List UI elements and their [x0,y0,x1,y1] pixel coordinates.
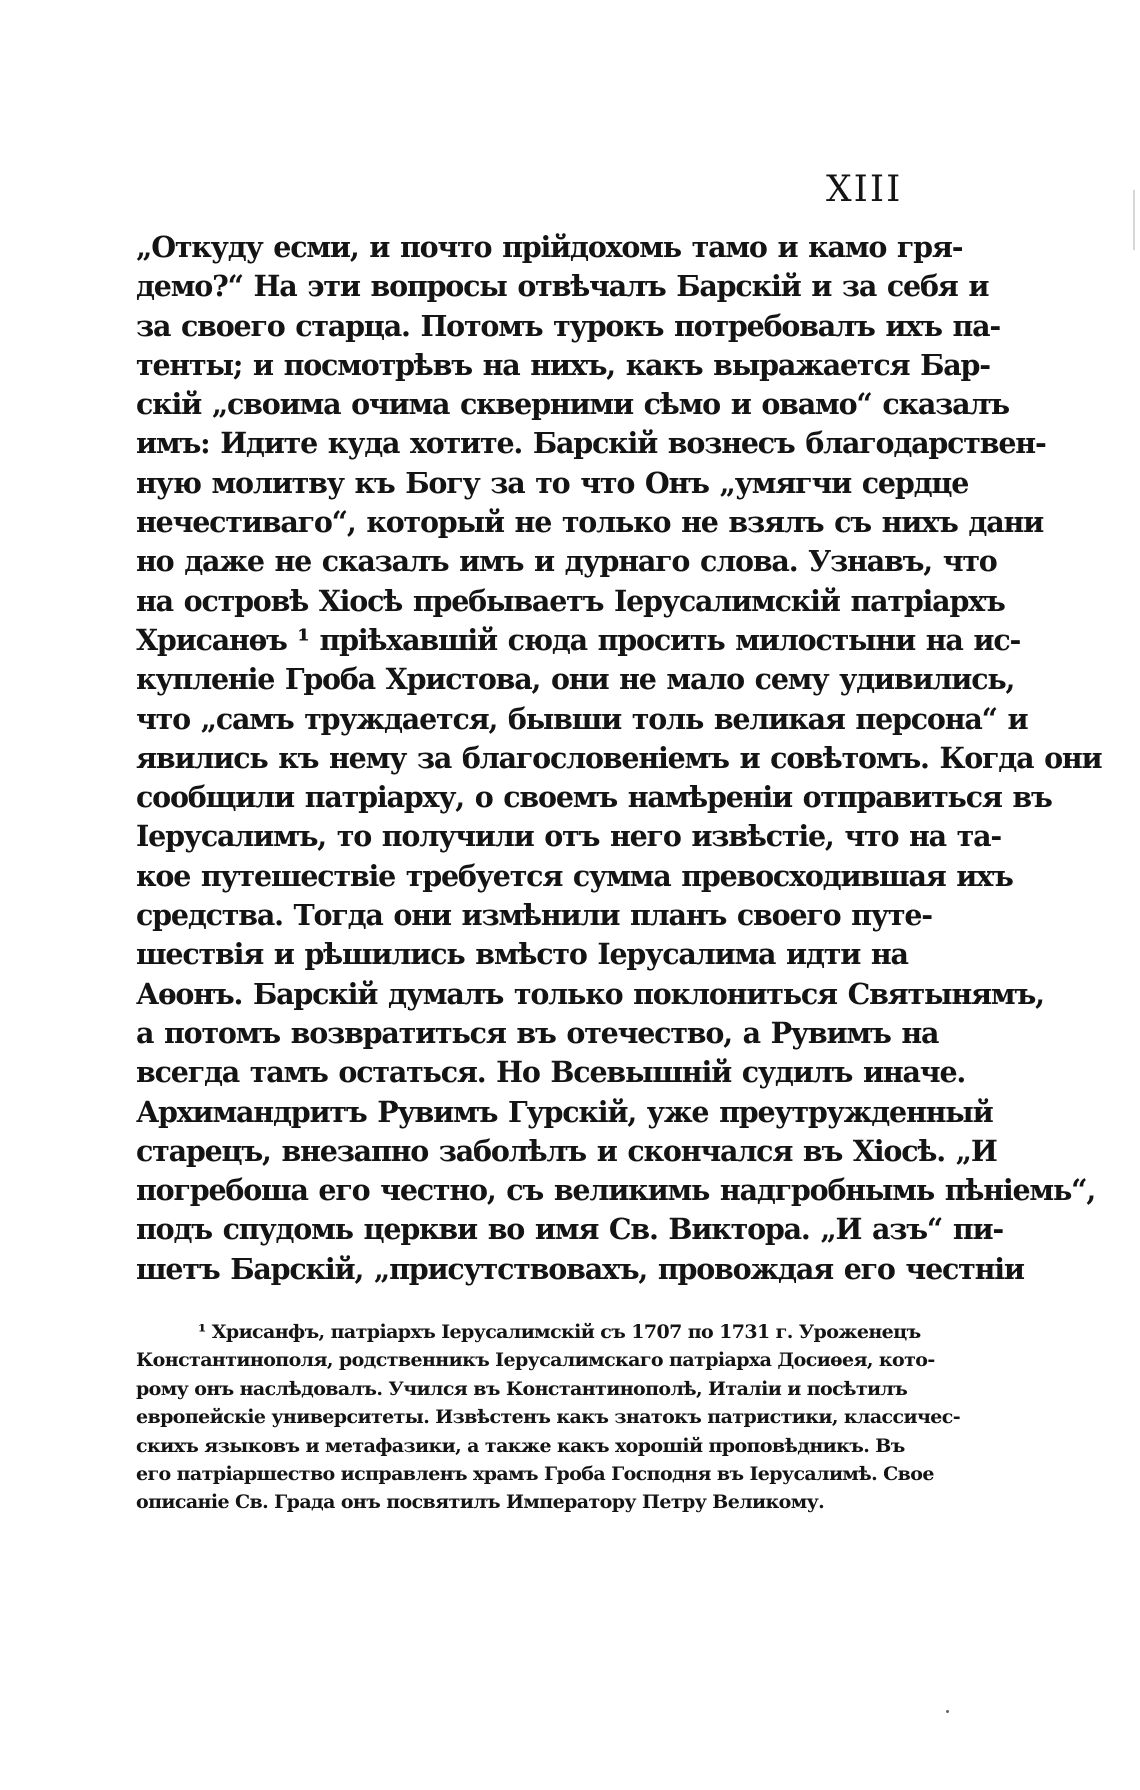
footnote [136,1318,961,1517]
page-number: XIII [826,169,903,210]
body-line: шествія и рѣшились вмѣсто Іерусалима идти на [136,937,908,972]
body-line: Аѳонъ. Барскій думалъ только поклониться Святынямъ, [136,976,1044,1011]
body-line: погребоша его честно, съ великимь надгробнымь пѣніемь“, [136,1173,1096,1208]
footnote-line: Константинополя, родственникъ Іерусалимскаго патріарха Досиѳея, кото- [136,1349,935,1372]
body-line: всегда тамъ остаться. Но Всевышній судилъ иначе. [136,1055,966,1090]
scan-speck [946,1710,949,1713]
body-line: шетъ Барскій, „присутствовахъ, провождая его честніи [136,1251,1024,1286]
body-line: ную молитву къ Богу за то что Онъ „умягчи сердце [136,465,969,500]
body-line: на островѣ Хіосѣ пребываетъ Іерусалимскій патріархъ [136,583,1005,618]
body-line: демо?“ На эти вопросы отвѣчалъ Барскій и за себя и [136,269,989,304]
body-line: кое путешествіе требуется сумма превосходившая ихъ [136,858,1013,893]
footnote-line: описаніе Св. Града онъ посвятилъ Императору Петру Великому. [136,1491,825,1514]
body-line: скій „своима очима скверними сѣмо и овамо“ сказалъ [136,387,1009,422]
body-line: тенты; и посмотрѣвъ на нихъ, какъ выражается Бар- [136,347,990,382]
body-line: Іерусалимъ, то получили отъ него извѣстіе, что на та- [136,819,1001,854]
footnote-line: его патріаршество исправленъ храмъ Гроба Господня въ Іерусалимѣ. Свое [136,1462,934,1485]
body-text [136,228,1102,1289]
body-line: а потомъ возвратиться въ отечество, а Рувимъ на [136,1015,939,1050]
body-line: Архимандритъ Рувимъ Гурскій, уже преутружденный [136,1094,993,1129]
body-line: купленіе Гроба Христова, они не мало сему удивились, [136,662,1015,697]
body-line: но даже не сказалъ имъ и дурнаго слова. Узнавъ, что [136,544,997,579]
body-line: подъ спудомь церкви во имя Св. Виктора. „И азъ“ пи- [136,1212,1004,1247]
body-line: за своего старца. Потомъ турокъ потребовалъ ихъ па- [136,308,1001,343]
footnote-line: рому онъ наслѣдовалъ. Учился въ Константинополѣ, Италіи и посѣтилъ [136,1377,908,1400]
footnote-line: скихъ языковъ и метафазики, а также какъ хорошій проповѣдникъ. Въ [136,1434,905,1457]
body-line: явились къ нему за благословеніемъ и совѣтомъ. Когда они [136,740,1102,775]
body-line: Хрисанѳъ ¹ пріѣхавшій сюда просить милостыни на ис- [136,622,1021,657]
body-line: средства. Тогда они измѣнили планъ своего путе- [136,898,932,933]
body-line: имъ: Идите куда хотите. Барскій вознесъ благодарствен- [136,426,1046,461]
margin-scan-mark [1133,190,1135,250]
body-line: что „самъ труждается, бывши толь великая персона“ и [136,701,1028,736]
footnote-line: европейскіе университеты. Извѣстенъ какъ знатокъ патристики, классичес- [136,1406,961,1429]
footnote-line: ¹ Хрисанфъ, патріархъ Іерусалимскій съ 1707 по 1731 г. Уроженецъ [198,1321,921,1343]
body-line: „Откуду есми, и почто прійдохомь тамо и камо гря- [136,230,963,264]
body-line: нечестиваго“, который не только не взялъ съ нихъ дани [136,505,1044,540]
body-line: старецъ, внезапно заболѣлъ и скончался въ Хіосѣ. „И [136,1133,997,1168]
body-line: сообщили патріарху, о своемъ намѣреніи отправиться въ [136,780,1052,815]
